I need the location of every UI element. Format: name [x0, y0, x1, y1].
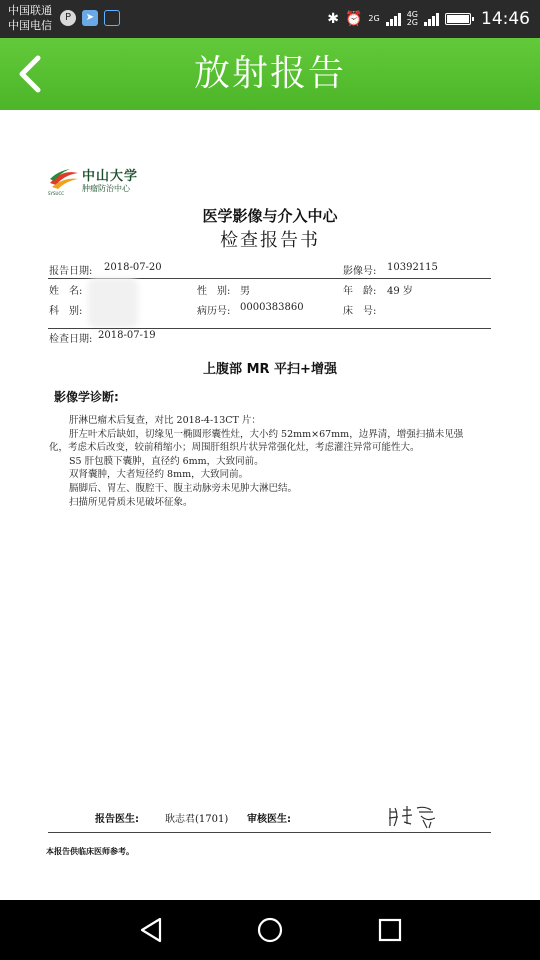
findings: [49, 414, 479, 509]
disclaimer-note: 本报告供临床医师参考。: [46, 847, 134, 856]
exam-date-label: 检查日期:: [49, 334, 93, 345]
record-no-label: 病历号:: [197, 306, 231, 317]
reporter-name: 耿志君(1701): [165, 814, 229, 825]
nav-home-button[interactable]: [255, 915, 285, 945]
bluetooth-icon: ✱: [327, 11, 339, 27]
divider: [48, 832, 491, 833]
back-button[interactable]: [8, 48, 56, 100]
network-type: [407, 11, 418, 27]
record-no: 0000383860: [240, 302, 304, 313]
finding-item: 扫描所见骨质未见破坏征象。: [69, 496, 193, 508]
carrier-info: [8, 3, 52, 33]
lock-icon: [104, 10, 120, 26]
divider: [48, 328, 491, 329]
triangle-back-icon: [136, 915, 166, 945]
carrier-1: 中国联通: [8, 4, 52, 17]
status-icons: [327, 7, 530, 31]
department-label: 科 别:: [49, 306, 83, 317]
name-label: 姓 名:: [49, 286, 83, 297]
diagnosis-heading: 影像学诊断:: [54, 390, 119, 404]
exam-title: 上腹部 MR 平扫+增强: [203, 362, 337, 377]
network-2g-label-2: 2G: [406, 18, 418, 27]
nav-recents-button[interactable]: [375, 915, 405, 945]
hospital-logo: [48, 165, 158, 201]
finding-item: 肝左叶术后缺如，切缘见一椭圆形囊性灶，大小约 52mm×67mm，边界清，增强扫描未见强化，考虑术后改变，较前稍缩小；周围肝组织片状异常强化灶，考虑灌注异常可能性大。: [49, 428, 464, 454]
image-no-label: 影像号:: [343, 266, 377, 277]
report-date: 2018-07-20: [104, 262, 162, 273]
square-recents-icon: [375, 915, 405, 945]
signal-icon: [386, 12, 401, 26]
finding-item: 双肾囊肿，大者短径约 8mm，大致同前。: [69, 469, 249, 481]
navigation-bar: [0, 900, 540, 960]
clock: 14:46: [481, 9, 530, 29]
redacted-patient-name: [88, 278, 138, 328]
network-4g-label: 4G: [406, 10, 418, 19]
exam-date: 2018-07-19: [98, 330, 156, 341]
sex-value: 男: [240, 286, 250, 297]
sex-label: 性 别:: [197, 286, 231, 297]
finding-item: S5 肝包膜下囊肿，直径约 6mm，大致同前。: [69, 455, 264, 467]
status-bar: [0, 0, 540, 38]
telegram-icon: ➤: [82, 10, 98, 26]
report-title: 检查报告书: [220, 230, 320, 251]
alarm-icon: ⏰: [344, 11, 363, 27]
center-name: 医学影像与介入中心: [202, 207, 338, 225]
parking-icon: P: [60, 10, 76, 26]
logo-emblem-icon: [48, 165, 80, 191]
chevron-left-icon: [8, 48, 56, 100]
carrier-2: 中国电信: [8, 19, 52, 32]
logo-abbr: SYSUCC: [48, 191, 65, 196]
title-bar: [0, 38, 540, 110]
report-document: [0, 110, 540, 900]
signal-icon-2: [424, 12, 439, 26]
finding-item: 肝淋巴瘤术后复查，对比 2018-4-13CT 片：: [69, 415, 261, 426]
finding-item: 膈脚后、胃左、腹腔干、腹主动脉旁未见肿大淋巴结。: [69, 482, 298, 494]
report-date-label: 报告日期:: [49, 266, 93, 277]
logo-center-name: 肿瘤防治中心: [82, 184, 130, 193]
reviewer-label: 审核医生:: [247, 814, 291, 825]
logo-university-name: 中山大学: [82, 169, 139, 184]
bed-label: 床 号:: [343, 306, 377, 317]
reviewer-signature: [387, 802, 439, 830]
network-2g-label: 2G: [368, 14, 380, 23]
age-value: 49 岁: [387, 286, 413, 297]
reporter-label: 报告医生:: [95, 814, 139, 825]
age-label: 年 龄:: [343, 286, 377, 297]
battery-icon: [445, 13, 471, 25]
image-no: 10392115: [387, 262, 438, 273]
circle-home-icon: [255, 915, 285, 945]
page-title: 放射报告: [193, 53, 346, 94]
nav-back-button[interactable]: [136, 915, 166, 945]
